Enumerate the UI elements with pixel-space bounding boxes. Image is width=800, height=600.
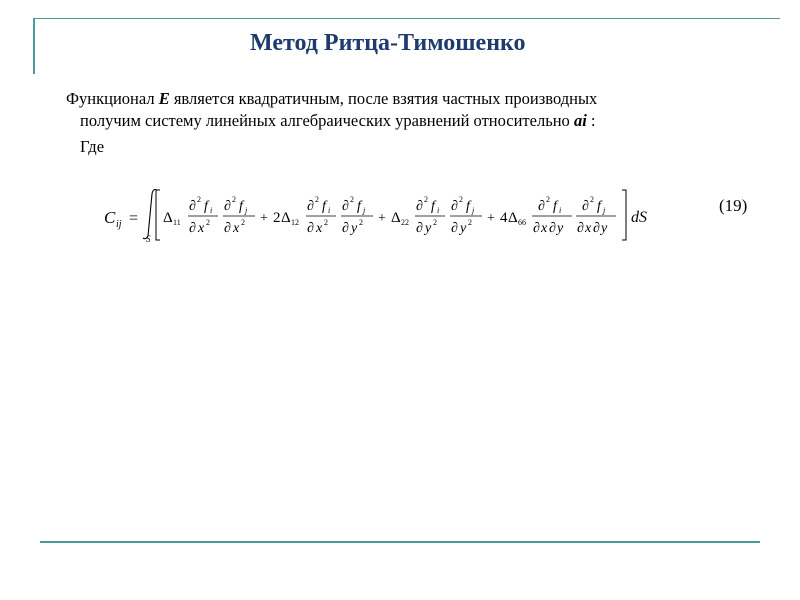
plus-sign: + <box>487 211 495 226</box>
paragraph-line-2 <box>66 110 756 132</box>
bottom-divider <box>40 541 760 543</box>
plus-sign: + <box>378 211 386 226</box>
partial-symbol: ∂ <box>582 199 589 214</box>
partial-symbol: ∂ <box>342 199 349 214</box>
index-j: j <box>245 206 248 215</box>
f-symbol: f <box>239 199 243 214</box>
x-symbol: x <box>233 221 240 236</box>
paragraph-line-where: Где <box>80 137 105 156</box>
power-2: 2 <box>206 218 210 227</box>
f-symbol: f <box>204 199 208 214</box>
coefficient-2: 2 <box>273 210 281 226</box>
partial-symbol: ∂ <box>451 221 458 236</box>
f-symbol: f <box>431 199 435 214</box>
text-segment: Функционал <box>66 89 159 108</box>
y-symbol: y <box>601 221 608 236</box>
partial-symbol: ∂ <box>549 221 556 236</box>
differential-dS: dS <box>631 209 647 226</box>
index-j: j <box>363 206 366 215</box>
partial-symbol: ∂ <box>577 221 584 236</box>
power-2: 2 <box>546 195 550 204</box>
partial-symbol: ∂ <box>307 221 314 236</box>
coefficient-4: 4 <box>500 210 508 226</box>
body-paragraph <box>66 88 756 158</box>
index-j: j <box>472 206 475 215</box>
partial-symbol: ∂ <box>224 221 231 236</box>
x-symbol: x <box>585 221 592 236</box>
variable-E: E <box>158 89 170 108</box>
delta-12-sub: 12 <box>291 218 299 227</box>
text-segment: является квадратичным, после взятия частных производных <box>169 89 598 108</box>
f-symbol: f <box>597 199 601 214</box>
partial-symbol: ∂ <box>451 199 458 214</box>
fraction-d2fj-dx2-a <box>223 195 255 236</box>
delta-66: Δ <box>508 210 518 226</box>
y-symbol: y <box>460 221 467 236</box>
partial-symbol: ∂ <box>416 221 423 236</box>
power-2: 2 <box>232 195 236 204</box>
partial-symbol: ∂ <box>189 221 196 236</box>
integral-sign <box>143 190 157 239</box>
partial-symbol: ∂ <box>593 221 600 236</box>
delta-11-sub: 11 <box>173 218 181 227</box>
equals-sign: = <box>129 210 139 227</box>
right-bracket <box>622 190 626 240</box>
f-symbol: f <box>553 199 557 214</box>
formula-lhs-sub: ij <box>116 219 122 230</box>
power-2: 2 <box>433 218 437 227</box>
power-2: 2 <box>359 218 363 227</box>
partial-symbol: ∂ <box>538 199 545 214</box>
x-symbol: x <box>198 221 205 236</box>
f-symbol: f <box>322 199 326 214</box>
delta-12: Δ <box>281 210 291 226</box>
partial-symbol: ∂ <box>416 199 423 214</box>
partial-symbol: ∂ <box>307 199 314 214</box>
index-i: i <box>437 206 440 215</box>
y-symbol: y <box>351 221 358 236</box>
power-2: 2 <box>468 218 472 227</box>
power-2: 2 <box>197 195 201 204</box>
y-symbol: y <box>425 221 432 236</box>
partial-symbol: ∂ <box>533 221 540 236</box>
x-symbol: x <box>316 221 323 236</box>
power-2: 2 <box>324 218 328 227</box>
power-2: 2 <box>459 195 463 204</box>
formula-svg <box>100 180 680 248</box>
fraction-d2fi-dx2-a <box>188 195 218 236</box>
integral-subscript: S <box>146 234 151 244</box>
f-symbol: f <box>357 199 361 214</box>
index-j: j <box>603 206 606 215</box>
equation-number: (19) <box>719 196 748 215</box>
power-2: 2 <box>315 195 319 204</box>
frame-vertical-line <box>33 18 35 74</box>
text-segment: : <box>586 111 596 130</box>
partial-symbol: ∂ <box>189 199 196 214</box>
partial-symbol: ∂ <box>224 199 231 214</box>
index-i: i <box>210 206 213 215</box>
slide-title: Метод Ритца-Тимошенко <box>250 30 526 56</box>
delta-11: Δ <box>163 210 173 226</box>
index-i: i <box>328 206 331 215</box>
left-bracket <box>156 190 160 240</box>
index-i: i <box>559 206 562 215</box>
plus-sign: + <box>260 211 268 226</box>
delta-22: Δ <box>391 210 401 226</box>
power-2: 2 <box>590 195 594 204</box>
fraction-d2fj-dy2-a <box>341 195 373 236</box>
fraction-d2fi-dxdy <box>532 195 572 236</box>
f-symbol: f <box>466 199 470 214</box>
delta-22-sub: 22 <box>401 218 409 227</box>
formula-lhs: C <box>104 208 116 227</box>
x-symbol: x <box>541 221 548 236</box>
y-symbol: y <box>557 221 564 236</box>
formula-19 <box>100 180 680 248</box>
delta-66-sub: 66 <box>518 218 526 227</box>
paragraph-line-1 <box>66 88 756 110</box>
partial-symbol: ∂ <box>342 221 349 236</box>
power-2: 2 <box>241 218 245 227</box>
fraction-d2fj-dy2-b <box>450 195 482 236</box>
text-segment: получим систему линейных алгебраических уравнений относительно <box>80 111 574 130</box>
variable-ai: ai <box>573 111 587 130</box>
fraction-d2fj-dxdy <box>576 195 616 236</box>
fraction-d2fi-dy2 <box>415 195 445 236</box>
power-2: 2 <box>350 195 354 204</box>
fraction-d2fi-dx2-b <box>306 195 336 236</box>
power-2: 2 <box>424 195 428 204</box>
frame-horizontal-line <box>33 18 780 19</box>
